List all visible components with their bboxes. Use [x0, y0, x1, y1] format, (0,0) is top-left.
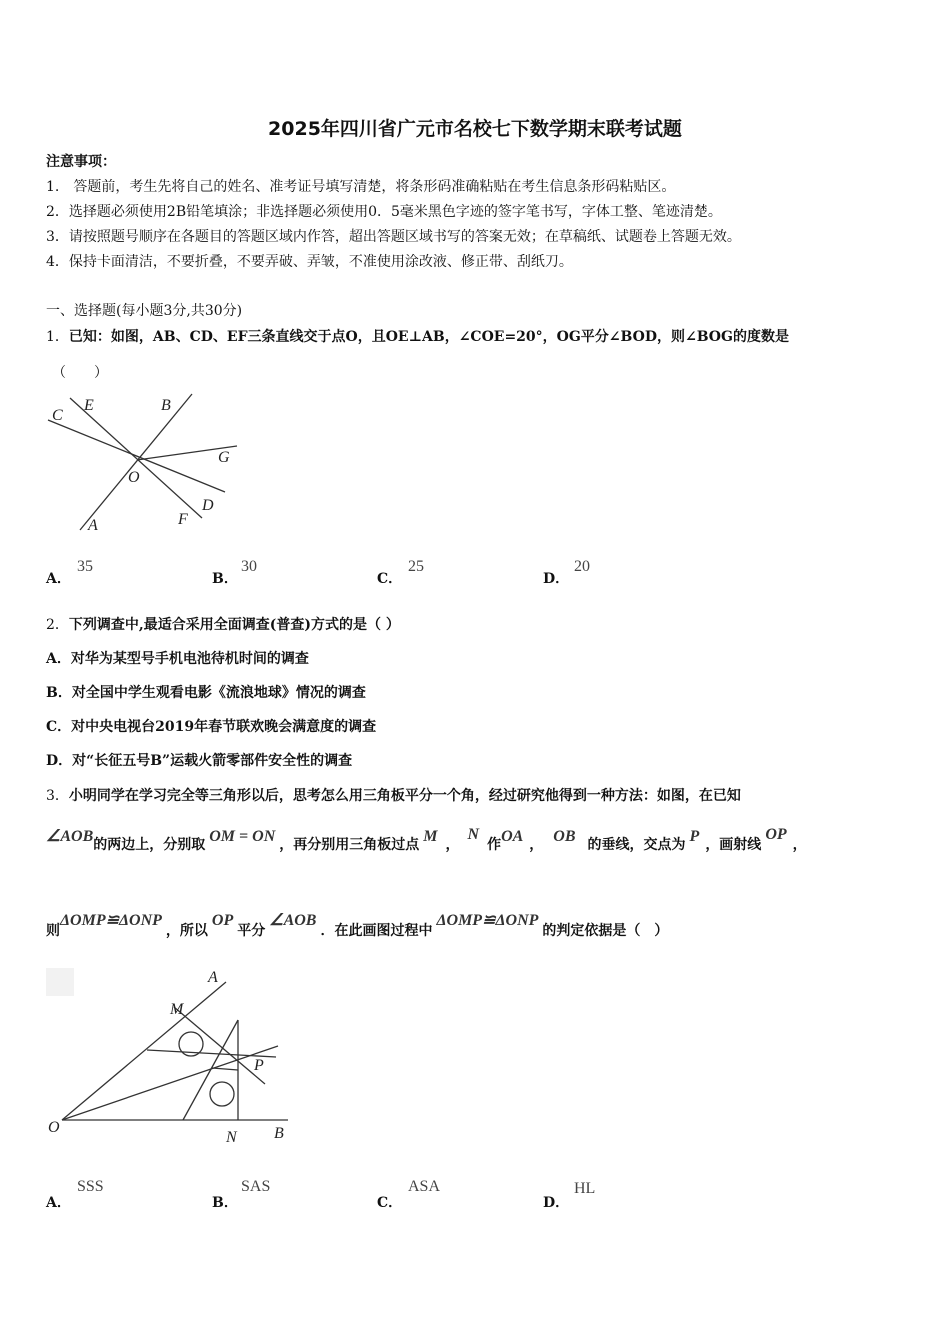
math-expr: M: [423, 828, 438, 845]
option-value: 20: [574, 558, 590, 575]
text-run: ，画射线: [705, 837, 762, 853]
label-O: O: [48, 1119, 60, 1136]
question-text: 下列调查中,最适合采用全面调查(普查)方式的是（ ）: [68, 617, 400, 633]
text-run: 的判定依据是（ ）: [542, 923, 669, 939]
notice-heading: 注意事项：: [46, 154, 116, 170]
label-B: B: [274, 1125, 284, 1142]
q3-figure: [40, 962, 310, 1152]
question-text: 小明同学在学习完全等三角形以后，思考怎么用三角板平分一个角，经过研究他得到一种方法：如图，在已知: [68, 788, 741, 804]
text-run: 则: [46, 923, 60, 939]
notice-item: 2．选择题必须使用2B铅笔填涂；非选择题必须使用0．5毫米黑色字迹的签字笔书写，字体工整、笔迹清楚。: [46, 204, 722, 220]
text-run: 的垂线，交点为: [587, 837, 686, 853]
math-expr: P: [689, 828, 700, 845]
option-letter[interactable]: D．: [543, 571, 570, 587]
question-2: [46, 616, 400, 634]
option-letter[interactable]: C．: [377, 1195, 403, 1211]
q1-figure: [40, 388, 250, 538]
label-E: E: [84, 397, 94, 414]
math-expr: OP: [211, 912, 234, 929]
question-number: 2．: [46, 617, 69, 633]
option-letter[interactable]: A．: [46, 571, 71, 587]
text-run: ，: [529, 837, 544, 853]
label-B: B: [161, 397, 171, 414]
question-3-line-3: [46, 912, 669, 956]
math-expr: N: [467, 826, 480, 843]
math-expr: ΔOMP≌ΔONP: [436, 912, 539, 929]
text-run: 作: [487, 837, 502, 853]
text-run: ．在此画图过程中: [320, 923, 433, 939]
option-value: SSS: [77, 1178, 104, 1195]
text-run: ，所以: [165, 923, 208, 939]
text-run: 的两边上，分别取: [93, 837, 206, 853]
math-expr: ∠AOB: [46, 828, 94, 845]
option-a[interactable]: A．对华为某型号手机电池待机时间的调查: [46, 651, 309, 667]
option-b[interactable]: B．对全国中学生观看电影《流浪地球》情况的调查: [46, 685, 366, 701]
option-value: 25: [408, 558, 424, 575]
label-G: G: [218, 449, 230, 466]
answer-blank: （ ）: [52, 365, 108, 381]
option-letter[interactable]: B．: [212, 1195, 238, 1211]
option-letter[interactable]: B．: [212, 571, 238, 587]
label-N: N: [226, 1129, 237, 1146]
text-run: 平分: [237, 923, 266, 939]
math-expr: OB: [553, 828, 576, 845]
label-D: D: [202, 497, 214, 514]
math-expr: ∠AOB: [269, 912, 317, 929]
question-3-line-2: [46, 826, 807, 870]
math-expr: OA: [501, 828, 524, 845]
option-d[interactable]: D．对“长征五号B”运载火箭零部件安全性的调查: [46, 753, 353, 769]
question-1: [46, 328, 789, 346]
notice-item: 1. 答题前，考生先将自己的姓名、准考证号填写清楚，将条形码准确粘贴在考生信息条形码粘贴区。: [46, 179, 676, 195]
label-O: O: [128, 469, 140, 486]
label-F: F: [178, 511, 188, 528]
label-M: M: [170, 1001, 184, 1018]
option-letter[interactable]: D．: [543, 1195, 570, 1211]
label-A: A: [88, 517, 98, 534]
text-run: ，: [445, 837, 460, 853]
page-title: 2025年四川省广元市名校七下数学期末联考试题: [268, 118, 682, 140]
question-number: 1．: [46, 329, 69, 345]
option-value: 35: [77, 558, 93, 575]
question-number: 3．: [46, 788, 69, 804]
option-value: ASA: [408, 1178, 441, 1195]
option-value: SAS: [241, 1178, 271, 1195]
math-expr: ΔOMP≌ΔONP: [60, 912, 162, 929]
option-letter[interactable]: A．: [46, 1195, 71, 1211]
math-expr: OM = ON: [209, 828, 276, 845]
option-letter[interactable]: C．: [377, 571, 403, 587]
label-P: P: [254, 1057, 264, 1074]
label-C: C: [52, 407, 63, 424]
notice-item: 4．保持卡面清洁，不要折叠，不要弄破、弄皱，不准使用涂改液、修正带、刮纸刀。: [46, 254, 573, 270]
option-value: 30: [241, 558, 257, 575]
text-run: ，再分别用三角板过点: [279, 837, 420, 853]
notice-item: 3．请按照题号顺序在各题目的答题区域内作答，超出答题区域书写的答案无效；在草稿纸、试题卷上答题无效。: [46, 229, 741, 245]
section-heading: 一、选择题(每小题3分,共30分): [46, 303, 243, 319]
option-c[interactable]: C．对中央电视台2019年春节联欢晚会满意度的调查: [46, 719, 377, 735]
question-3: [46, 787, 741, 805]
label-A: A: [208, 969, 218, 986]
question-text: 已知：如图，AB、CD、EF三条直线交于点O，且OE⊥AB，∠COE=20°，OG平分∠BOD，则∠BOG的度数是: [68, 329, 789, 345]
text-run: ，: [792, 837, 807, 853]
math-expr: OP: [765, 826, 787, 843]
option-value: HL: [574, 1180, 596, 1197]
